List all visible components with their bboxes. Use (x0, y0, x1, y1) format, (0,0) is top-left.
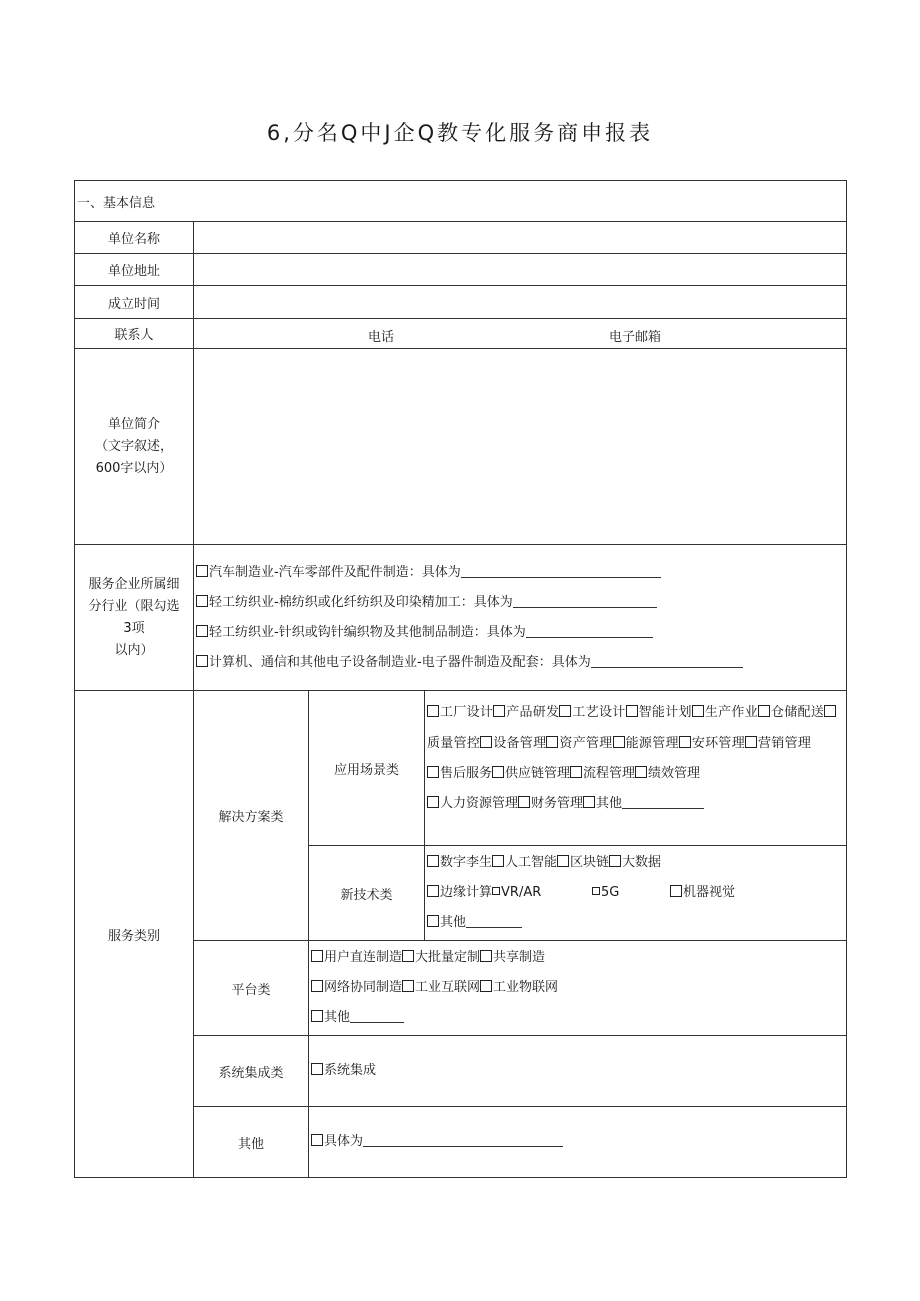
industry-label-line: 服务企业所属细 (88, 576, 180, 592)
option-label: 绩效管理 (648, 766, 701, 781)
checkbox[interactable] (559, 705, 571, 717)
unit-address-field[interactable] (194, 254, 847, 286)
option-item[interactable] (492, 766, 570, 781)
checkbox[interactable] (311, 1010, 323, 1022)
other-label: 其他 (194, 1107, 309, 1178)
checkbox[interactable] (311, 1063, 323, 1075)
scenario-items-row (427, 759, 844, 789)
option-item[interactable] (613, 736, 679, 751)
fill-blank[interactable] (466, 915, 522, 928)
option-item[interactable] (480, 736, 546, 751)
industry-options (194, 545, 847, 691)
option-item[interactable] (557, 855, 609, 870)
fill-blank[interactable] (363, 1134, 563, 1147)
option-item[interactable] (626, 705, 692, 720)
option-label: 用户直连制造 (324, 950, 403, 965)
option-item[interactable] (679, 736, 745, 751)
checkbox[interactable] (583, 796, 595, 808)
fill-blank[interactable] (461, 565, 661, 578)
option-label: 人力资源管理 (440, 796, 519, 811)
option-label: 轻工纺织业-针织或钩针编织物及其他制品制造：具体为 (209, 624, 526, 640)
option-label: 智能计划 (638, 705, 692, 720)
email-label: 电子邮箱 (609, 330, 662, 345)
option-item[interactable] (609, 855, 661, 870)
option-item[interactable] (402, 980, 480, 995)
option-label: 网络协同制造 (324, 980, 403, 995)
checkbox[interactable] (311, 950, 323, 962)
newtech-row (427, 848, 844, 878)
scenario-items-row (427, 697, 844, 759)
option-item[interactable] (745, 736, 811, 751)
option-label: 流程管理 (583, 766, 636, 781)
platform-row (311, 943, 844, 973)
option-label: 机器视觉 (683, 885, 736, 900)
industry-option[interactable] (196, 618, 844, 648)
solution-label: 解决方案类 (194, 691, 309, 941)
checkbox[interactable] (196, 595, 208, 607)
option-label: 供应链管理 (505, 766, 571, 781)
checkbox[interactable] (196, 655, 208, 667)
founded-field[interactable] (194, 286, 847, 319)
checkbox[interactable] (679, 736, 691, 748)
checkbox[interactable] (196, 625, 208, 637)
checkbox[interactable] (635, 766, 647, 778)
option-label: 大批量定制 (415, 950, 481, 965)
unit-name-field[interactable] (194, 222, 847, 254)
checkbox[interactable] (824, 705, 836, 717)
option-item[interactable] (518, 796, 583, 811)
application-form-table (74, 180, 847, 1178)
option-label: 资产管理 (559, 736, 613, 751)
option-label: 汽车制造业-汽车零部件及配件制造：具体为 (209, 564, 461, 580)
option-item[interactable] (692, 705, 758, 720)
option-item[interactable] (427, 766, 492, 781)
integration-label: 系统集成类 (194, 1036, 309, 1107)
checkbox[interactable] (196, 565, 208, 577)
newtech-label: 新技术类 (309, 846, 425, 941)
option-item[interactable] (311, 1010, 350, 1025)
checkbox[interactable] (592, 887, 600, 895)
industry-label-line: 分行业（限勾选 (88, 598, 180, 614)
unit-name-label: 单位名称 (75, 222, 194, 254)
page-title: 6,分名Q中J企Q教专化服务商申报表 (266, 121, 654, 145)
checkbox[interactable] (427, 885, 439, 897)
scenario-items-row (427, 789, 844, 819)
option-label: 工业互联网 (415, 980, 481, 995)
checkbox[interactable] (480, 950, 492, 962)
checkbox[interactable] (427, 766, 439, 778)
fill-blank[interactable] (526, 625, 653, 638)
option-label: 区块链 (570, 855, 610, 870)
option-label: 仓储配送 (771, 705, 825, 720)
option-label: 系统集成 (324, 1063, 377, 1078)
option-label: 设备管理 (493, 736, 547, 751)
industry-option[interactable] (196, 588, 844, 618)
founded-label: 成立时间 (75, 286, 194, 319)
checkbox[interactable] (492, 887, 500, 895)
option-item[interactable] (592, 878, 670, 908)
checkbox[interactable] (427, 705, 439, 717)
fill-blank[interactable] (350, 1010, 404, 1023)
newtech-row (427, 878, 844, 908)
option-label: 轻工纺织业-棉纺织或化纤纺织及印染精加工：具体为 (209, 594, 513, 610)
option-item[interactable] (402, 950, 480, 965)
section-basic-info: 一、基本信息 (75, 181, 847, 222)
option-label: 售后服务 (440, 766, 493, 781)
option-item[interactable] (427, 796, 518, 811)
fill-blank[interactable] (622, 796, 704, 809)
contact-field[interactable] (194, 319, 847, 349)
checkbox[interactable] (745, 736, 757, 748)
option-label: 人工智能 (505, 855, 558, 870)
checkbox[interactable] (692, 705, 704, 717)
option-label: 营销管理 (758, 736, 812, 751)
option-item[interactable] (758, 705, 824, 720)
intro-field[interactable] (194, 349, 847, 545)
platform-options (309, 941, 847, 1036)
intro-label-line: 600字以内） (95, 460, 173, 476)
checkbox[interactable] (546, 736, 558, 748)
scenario-label: 应用场景类 (309, 691, 425, 846)
checkbox[interactable] (402, 980, 414, 992)
checkbox[interactable] (492, 766, 504, 778)
checkbox[interactable] (492, 855, 504, 867)
option-item[interactable] (311, 950, 402, 965)
fill-blank[interactable] (591, 655, 743, 668)
option-item[interactable] (583, 796, 622, 811)
option-item[interactable] (427, 705, 493, 720)
option-label: 其他 (440, 915, 467, 930)
checkbox[interactable] (570, 766, 582, 778)
option-item[interactable] (427, 855, 492, 870)
option-label: 计算机、通信和其他电子设备制造业-电子器件制造及配套：具体为 (209, 654, 591, 670)
newtech-row (427, 908, 844, 938)
option-label: 安环管理 (691, 736, 746, 751)
option-label: 其他 (596, 796, 623, 811)
option-label: 生产作业 (704, 705, 759, 720)
option-label: 边缘计算 (440, 885, 493, 900)
option-label: 财务管理 (531, 796, 584, 811)
checkbox[interactable] (311, 980, 323, 992)
unit-address-label: 单位地址 (75, 254, 194, 286)
option-label: 共享制造 (493, 950, 546, 965)
option-item[interactable] (311, 1127, 844, 1157)
checkbox[interactable] (626, 705, 638, 717)
platform-row (311, 973, 844, 1003)
industry-option[interactable] (196, 558, 844, 588)
newtech-options (425, 846, 847, 941)
option-item[interactable] (480, 950, 545, 965)
checkbox[interactable] (518, 796, 530, 808)
checkbox[interactable] (670, 885, 682, 897)
checkbox[interactable] (480, 736, 492, 748)
option-label: 5G (601, 885, 620, 900)
industry-label-line: 以内） (114, 642, 154, 658)
option-label: 其他 (324, 1010, 351, 1025)
option-item[interactable] (427, 915, 466, 930)
checkbox[interactable] (613, 736, 625, 748)
option-item[interactable] (635, 766, 700, 781)
option-label: 具体为 (324, 1134, 364, 1149)
option-label: 工业物联网 (493, 980, 559, 995)
contact-label: 联系人 (75, 319, 194, 349)
industry-label (75, 545, 194, 691)
checkbox[interactable] (609, 855, 621, 867)
checkbox[interactable] (427, 855, 439, 867)
option-label: 质量管控 (427, 736, 481, 751)
intro-label-line: （文字叙述， (94, 438, 173, 454)
option-item[interactable] (570, 766, 635, 781)
checkbox[interactable] (758, 705, 770, 717)
platform-label: 平台类 (194, 941, 309, 1036)
option-item[interactable] (311, 1056, 844, 1086)
option-item[interactable] (492, 855, 557, 870)
option-item[interactable] (492, 878, 562, 908)
option-item[interactable] (493, 705, 559, 720)
option-label: 能源管理 (625, 736, 679, 751)
intro-label-line: 单位简介 (107, 416, 160, 432)
option-item[interactable] (427, 885, 492, 900)
platform-row (311, 1003, 844, 1033)
other-options (309, 1107, 847, 1178)
checkbox[interactable] (427, 915, 439, 927)
option-label: 产品研发 (506, 705, 560, 720)
checkbox[interactable] (311, 1134, 323, 1146)
fill-blank[interactable] (513, 595, 657, 608)
service-category-label: 服务类别 (75, 691, 194, 1178)
phone-label: 电话 (368, 330, 395, 345)
industry-option[interactable] (196, 648, 844, 678)
option-label: 工厂设计 (440, 705, 494, 720)
option-label: 工艺设计 (572, 705, 626, 720)
option-label: 数字李生 (440, 855, 493, 870)
option-item[interactable] (546, 736, 612, 751)
checkbox[interactable] (427, 796, 439, 808)
option-label: 大数据 (622, 855, 662, 870)
checkbox[interactable] (557, 855, 569, 867)
checkbox[interactable] (402, 950, 414, 962)
scenario-options (425, 691, 847, 846)
option-item[interactable] (559, 705, 625, 720)
option-item[interactable] (480, 980, 558, 995)
intro-label (75, 349, 194, 545)
checkbox[interactable] (480, 980, 492, 992)
option-label: VR/AR (501, 885, 542, 900)
industry-label-line: 3项 (123, 620, 145, 636)
integration-options (309, 1036, 847, 1107)
checkbox[interactable] (493, 705, 505, 717)
option-item[interactable] (670, 885, 735, 900)
option-item[interactable] (311, 980, 402, 995)
